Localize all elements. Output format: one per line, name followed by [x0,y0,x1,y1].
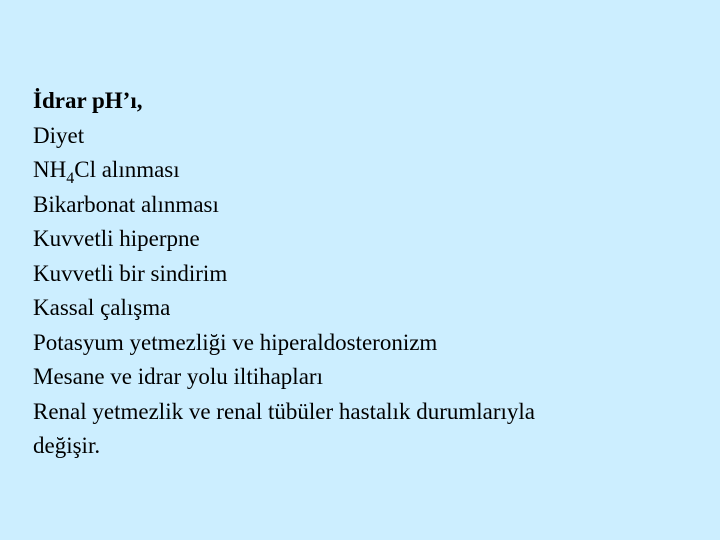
formula-prefix: NH [33,157,67,182]
list-item: Diyet [33,122,85,148]
list-item: değişir. [33,433,101,458]
formula-suffix: Cl alınması [74,157,180,182]
list-item: Renal yetmezlik ve renal tübüler hastalık durumlarıyla [33,398,535,424]
list-item: Kuvvetli bir sindirim [33,260,228,286]
list-item: Bikarbonat alınması [33,191,219,217]
slide-title: İdrar pH’ı, [33,88,143,113]
list-item: Kassal çalışma [33,295,171,320]
text-block [33,84,693,464]
formula-subscript: 4 [66,170,75,187]
list-item: Potasyum yetmezliği ve hiperaldosteronizm [33,329,438,355]
list-item: Kuvvetli hiperpne [33,226,200,251]
list-item: Mesane ve idrar yolu iltihapları [33,364,323,389]
list-item-nh4cl [33,153,693,188]
